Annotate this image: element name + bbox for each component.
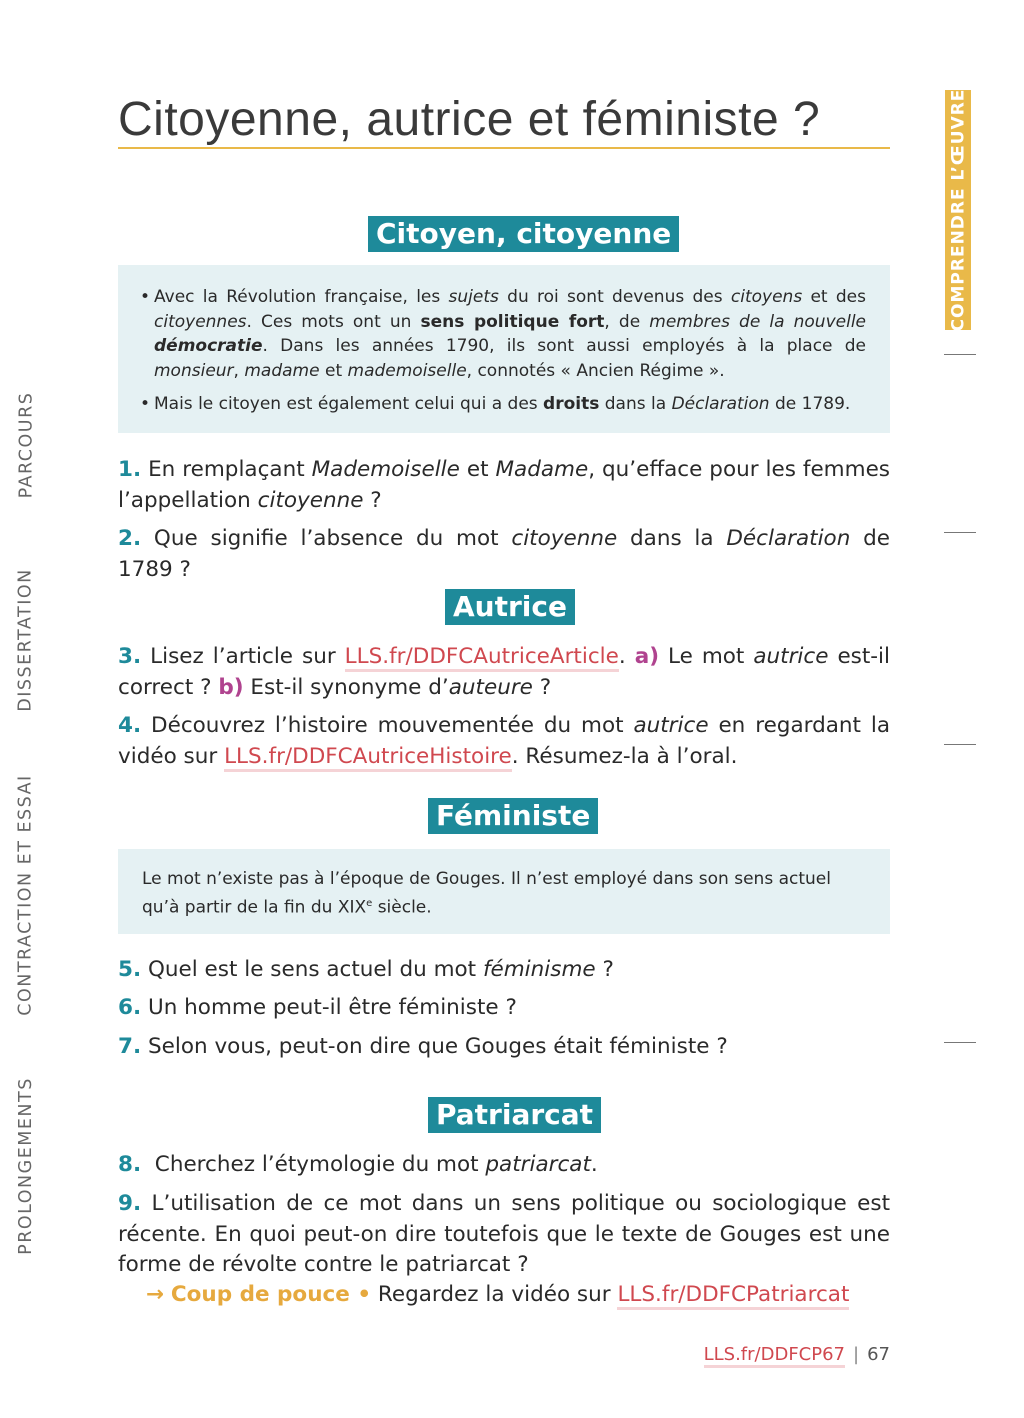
bullet-icon: • — [140, 287, 151, 307]
page-number: 67 — [867, 1344, 890, 1365]
question-4: 4. Découvrez l’histoire mouvementée du mot autrice en regardant la vidéo sur LLS.fr/DDFCAutriceHistoire. Résumez-la à l’oral. — [118, 711, 890, 772]
definition-bullet: • Mais le citoyen est également celui qui a des droits dans la Déclaration de 1789. — [118, 392, 890, 417]
arrow-right-icon: → — [146, 1282, 165, 1307]
title-underline — [118, 147, 890, 149]
section-heading-patriarcat: Patriarcat — [428, 1097, 601, 1133]
question-5: 5. Quel est le sens actuel du mot féminisme ? — [118, 957, 614, 982]
side-tab-comprendre[interactable]: COMPRENDRE L’ŒUVRE — [945, 90, 971, 330]
question-9: 9. L’utilisation de ce mot dans un sens politique ou sociologique est récente. En quoi peut-on dire toutefois que le texte de Gouges est une forme de révolte contre le patriarcat ? — [118, 1191, 890, 1277]
side-divider — [944, 532, 976, 533]
bullet-icon: • — [140, 394, 151, 414]
side-divider — [944, 354, 976, 355]
link-autrice-article[interactable]: LLS.fr/DDFCAutriceArticle — [345, 644, 619, 672]
section-heading-autrice: Autrice — [445, 589, 575, 625]
question-1: 1. En remplaçant Mademoiselle et Madame, qu’efface pour les femmes l’appellation citoyenne ? — [118, 457, 890, 513]
hint-coup-de-pouce: → Coup de pouce • Regardez la vidéo sur LLS.fr/DDFCPatriarcat — [146, 1280, 849, 1310]
side-divider — [944, 1042, 976, 1043]
question-6: 6. Un homme peut-il être féministe ? — [118, 995, 517, 1020]
definition-box-citoyen — [118, 265, 890, 433]
side-tab-parcours[interactable]: PARCOURS — [16, 391, 37, 499]
question-7: 7. Selon vous, peut-on dire que Gouges était féministe ? — [118, 1034, 728, 1059]
section-heading-feministe: Féministe — [428, 798, 598, 834]
page-footer: LLS.fr/DDFCP67 | 67 — [704, 1342, 890, 1368]
footer-link[interactable]: LLS.fr/DDFCP67 — [704, 1344, 845, 1368]
definition-box-feministe — [118, 849, 890, 934]
side-tab-prolongements[interactable]: PROLONGEMENTS — [16, 1077, 36, 1255]
question-8: 8. Cherchez l’étymologie du mot patriarcat. — [118, 1152, 598, 1177]
page-title: Citoyenne, autrice et féministe ? — [118, 93, 821, 146]
definition-bullet: • Avec la Révolution française, les sujets du roi sont devenus des citoyens et des citoyennes. Ces mots ont un sens politique fort, de membres de la nouvelle démocratie. Dans les années 1790, ils sont aussi employés à la place de monsieur, madame et mademoiselle, connotés « Ancien Régime ». — [140, 287, 867, 381]
side-divider — [944, 744, 976, 745]
definition-text: Le mot n’existe pas à l’époque de Gouges. Il n’est employé dans son sens actuel qu’à partir de la fin du XIXe siècle. — [142, 869, 831, 918]
link-patriarcat[interactable]: LLS.fr/DDFCPatriarcat — [617, 1282, 849, 1310]
question-2: 2. Que signifie l’absence du mot citoyenne dans la Déclaration de 1789 ? — [118, 526, 890, 582]
section-heading-citoyen: Citoyen, citoyenne — [368, 216, 679, 252]
side-tab-dissertation[interactable]: DISSERTATION — [16, 568, 36, 712]
question-3: 3. Lisez l’article sur LLS.fr/DDFCAutriceArticle. a) Le mot autrice est-il correct ? b) Est-il synonyme d’auteure ? — [118, 644, 891, 700]
link-autrice-histoire[interactable]: LLS.fr/DDFCAutriceHistoire — [224, 744, 512, 772]
side-tab-contraction[interactable]: CONTRACTION ET ESSAI — [16, 774, 36, 1016]
